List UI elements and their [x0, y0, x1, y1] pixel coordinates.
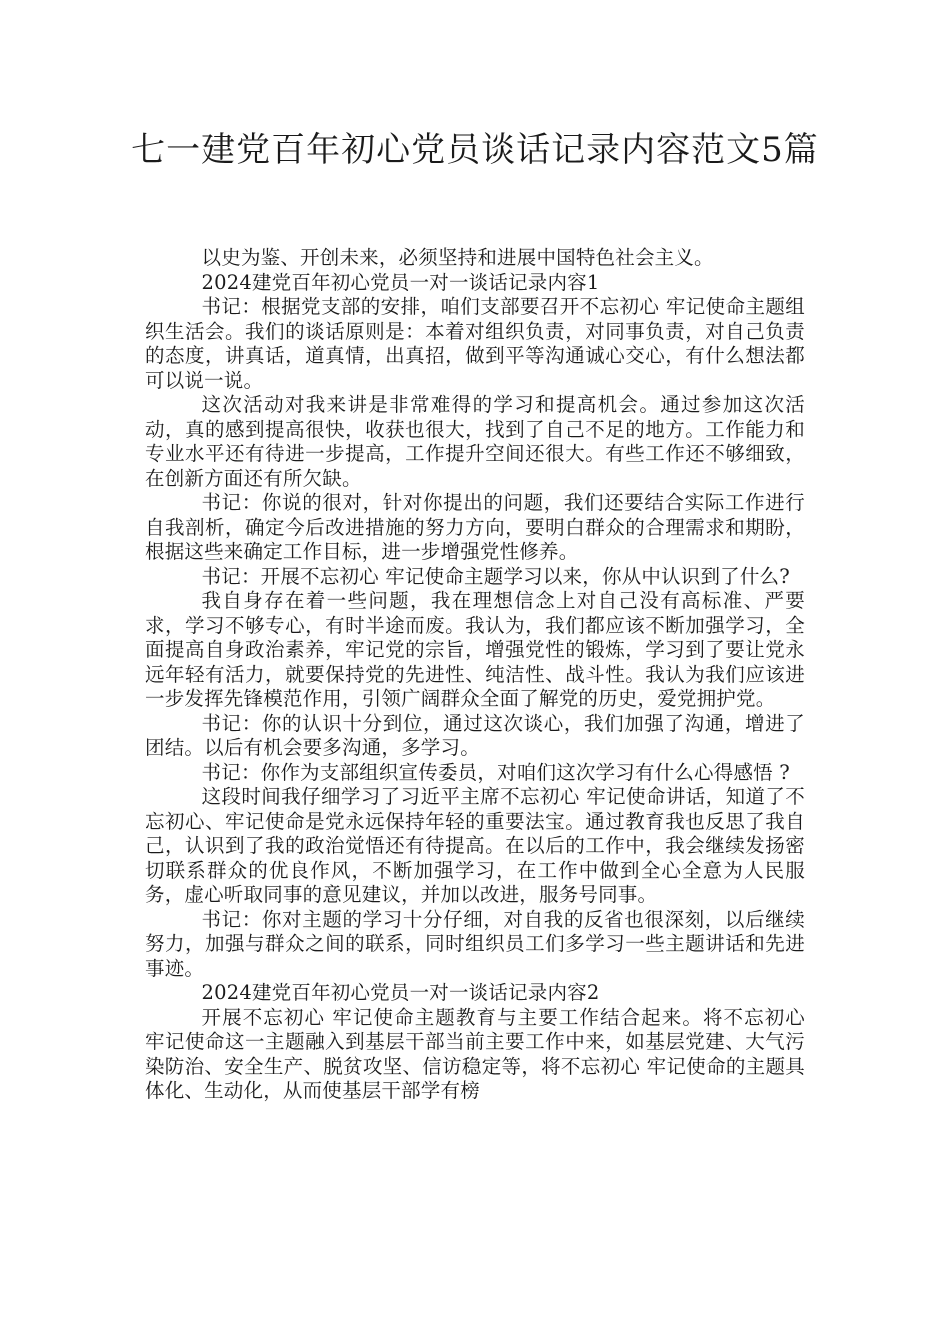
- paragraph: 开展不忘初心 牢记使命主题教育与主要工作结合起来。将不忘初心 牢记使命这一主题融入到基层干部当前主要工作中来，如基层党建、大气污染防治、安全生产、脱贫攻坚、信访稳定等，将不忘初心 牢记使命的主题具体化、生动化，从而使基层干部学有榜: [145, 1005, 805, 1102]
- paragraph: 书记：你对主题的学习十分仔细，对自我的反省也很深刻，以后继续努力，加强与群众之间的联系，同时组织员工们多学习一些主题讲话和先进事迹。: [145, 907, 805, 980]
- document-title: 七一建党百年初心党员谈话记录内容范文5篇: [131, 130, 819, 170]
- paragraph: 这次活动对我来讲是非常难得的学习和提高机会。通过参加这次活动，真的感到提高很快，收获也很大，找到了自己不足的地方。工作能力和专业水平还有待进一步提高，工作提升空间还很大。有些工作还不够细致，在创新方面还有所欠缺。: [145, 393, 805, 490]
- paragraph: 书记：你说的很对，针对你提出的问题，我们还要结合实际工作进行自我剖析，确定今后改进措施的努力方向，要明白群众的合理需求和期盼，根据这些来确定工作目标，进一步增强党性修养。: [145, 491, 805, 563]
- paragraph: 我自身存在着一些问题，我在理想信念上对自己没有高标准、严要求，学习不够专心，有时半途而废。我认为，我们都应该不断加强学习，全面提高自身政治素养，牢记党的宗旨，增强党性的锻炼，学习到了要让党永远年轻有活力，就要保持党的先进性、纯洁性、战斗性。我认为我们应该进一步发挥先锋模范作用，引领广阔群众全面了解党的历史，爱党拥护党。: [145, 589, 805, 710]
- section-heading: 2024建党百年初心党员一对一谈话记录内容2: [201, 981, 600, 1004]
- document-body: [145, 246, 805, 1104]
- paragraph: 书记：开展不忘初心 牢记使命主题学习以来，你从中认识到了什么?: [201, 564, 790, 588]
- paragraph: 书记：你作为支部组织宣传委员，对咱们这次学习有什么心得感悟 ?: [201, 760, 790, 784]
- section-heading: 2024建党百年初心党员一对一谈话记录内容1: [201, 270, 600, 294]
- paragraph: 书记：根据党支部的安排，咱们支部要召开不忘初心 牢记使命主题组织生活会。我们的谈话原则是：本着对组织负责，对同事负责，对自己负责的态度，讲真话，道真情，出真招，做到平等沟通诚心交心，有什么想法都可以说一说。: [145, 295, 805, 392]
- paragraph: 书记：你的认识十分到位，通过这次谈心，我们加强了沟通，增进了团结。以后有机会要多沟通，多学习。: [145, 711, 805, 759]
- paragraph: 这段时间我仔细学习了习近平主席不忘初心 牢记使命讲话，知道了不忘初心、牢记使命是党永远保持年轻的重要法宝。通过教育我也反思了我自己，认识到了我的政治觉悟还有待提高。在以后的工作中，我会继续发扬密切联系群众的优良作风，不断加强学习，在工作中做到全心全意为人民服务，虚心听取同事的意见建议，并加以改进，服务号同事。: [145, 785, 805, 906]
- paragraph: 以史为鉴、开创未来，必须坚持和进展中国特色社会主义。: [201, 246, 714, 269]
